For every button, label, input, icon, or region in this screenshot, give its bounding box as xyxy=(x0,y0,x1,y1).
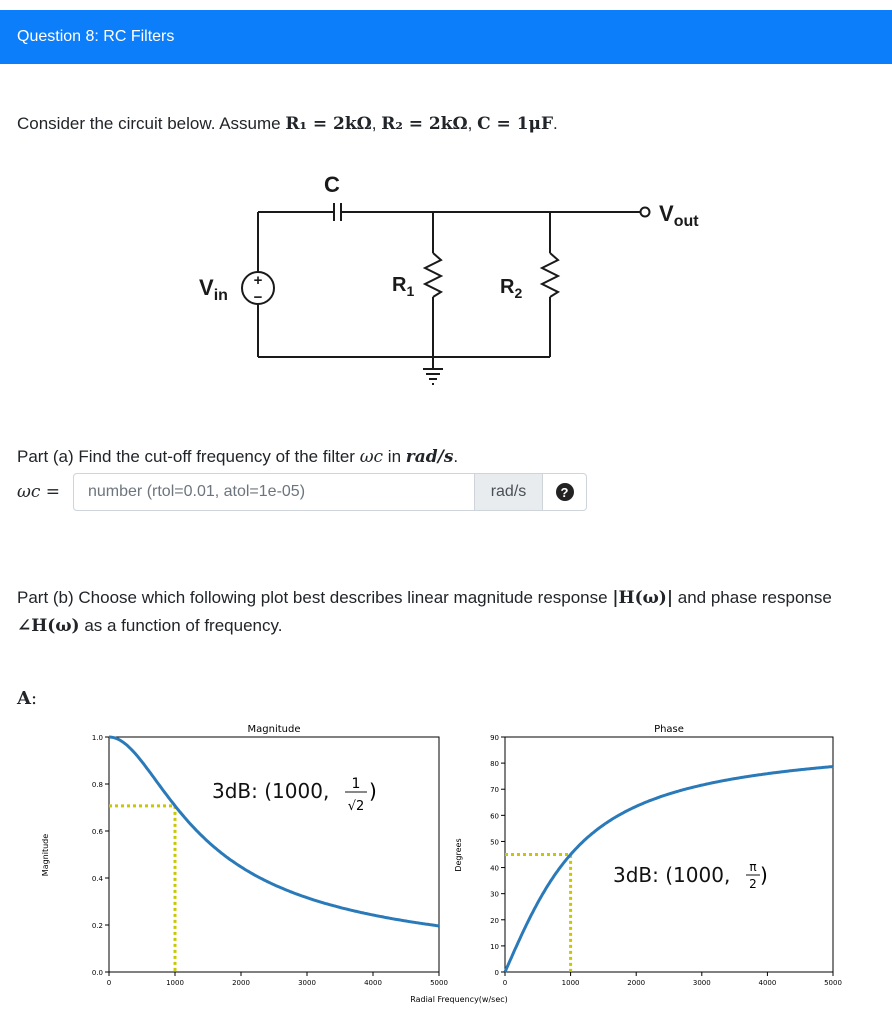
phase-xtick-label: 0 xyxy=(502,979,508,987)
phase-ytick-label: 60 xyxy=(490,812,499,821)
option-a-label[interactable]: A: xyxy=(17,688,38,709)
phase-ytick-label: 70 xyxy=(490,786,499,795)
phase-ylabel: Degrees xyxy=(454,838,463,872)
phase-ytick-label: 80 xyxy=(490,760,499,769)
magnitude-curve xyxy=(109,737,439,926)
mag-annot-den: √2 xyxy=(347,799,365,814)
phase-xtick-label: 2000 xyxy=(627,979,646,987)
r2-label: $R_2$ xyxy=(500,276,523,301)
vin-label: $V_{in}$ xyxy=(199,275,228,304)
magnitude-ytick-label: 0.8 xyxy=(91,781,103,789)
minus-icon: − xyxy=(253,289,263,306)
magnitude-ytick-label: 0.6 xyxy=(91,828,103,836)
magnitude-ylabel: Magnitude xyxy=(41,833,50,877)
phase-xtick-label: 1000 xyxy=(561,979,580,987)
magnitude-ytick-label: 0.2 xyxy=(91,922,103,930)
phase-xtick-label: 3000 xyxy=(692,979,711,987)
magnitude-xtick-label: 1000 xyxy=(166,979,184,987)
answer-label: ωc = xyxy=(17,482,61,502)
part-a-text: Part (a) Find the cut-off frequency of the filter ωc in rad/s. xyxy=(17,447,459,467)
phase-annot-num: π xyxy=(749,860,757,874)
question-title: Question 8: RC Filters xyxy=(17,28,175,45)
phase-ytick-label: 40 xyxy=(490,864,499,873)
magnitude-xtick-label: 0 xyxy=(106,979,112,987)
question-header xyxy=(0,10,892,64)
phase-ytick-label: 20 xyxy=(490,916,499,925)
mag-annot-num: 1 xyxy=(351,776,361,792)
magnitude-3db-marker xyxy=(109,806,175,972)
phase-annot-den: 2 xyxy=(749,877,757,891)
r1-label: $R_1$ xyxy=(392,274,415,299)
phase-annotation: 3dB: (1000, xyxy=(613,863,731,887)
cutoff-frequency-input[interactable]: number (rtol=0.01, atol=1e-05) xyxy=(73,473,475,511)
mag-annot-close: ) xyxy=(369,779,377,803)
phase-ytick-label: 10 xyxy=(490,942,499,951)
magnitude-xtick-label: 3000 xyxy=(298,979,316,987)
magnitude-title: Magnitude xyxy=(247,724,301,735)
x-axis-label: Radial Frequency(w/sec) xyxy=(410,995,508,1004)
plots-figure xyxy=(0,715,892,1015)
phase-xtick-label: 5000 xyxy=(824,979,842,987)
magnitude-xtick-label: 5000 xyxy=(430,979,448,987)
phase-ytick-label: 30 xyxy=(490,890,499,899)
magnitude-axes xyxy=(109,737,439,972)
magnitude-ytick-label: 1.0 xyxy=(91,734,103,742)
phase-xtick-label: 4000 xyxy=(758,979,777,987)
magnitude-xtick-label: 4000 xyxy=(364,979,382,987)
plus-icon: + xyxy=(253,272,263,289)
vout-label: $V_{out}$ xyxy=(659,201,699,230)
part-b-text: Part (b) Choose which following plot best describes linear magnitude response |H(ω)| and phase response ∠H(ω) as a function of frequency. xyxy=(17,588,832,636)
magnitude-annotation: 3dB: (1000, xyxy=(212,779,330,803)
r1-value: R₁ = 2kΩ xyxy=(285,114,372,134)
unit-label: rad/s xyxy=(475,473,543,511)
c-value: C = 1μF xyxy=(477,114,554,134)
help-icon: ? xyxy=(556,483,574,501)
r2-value: R₂ = 2kΩ xyxy=(381,114,468,134)
phase-ytick-label: 50 xyxy=(490,838,499,847)
magnitude-xtick-label: 2000 xyxy=(232,979,250,987)
question-text: Consider the circuit below. Assume R₁ = 2kΩ, R₂ = 2kΩ, C = 1μF. xyxy=(17,114,558,134)
phase-title: Phase xyxy=(654,724,684,735)
answer-row xyxy=(17,472,587,512)
phase-ytick-label: 0 xyxy=(494,969,499,977)
circuit-diagram xyxy=(190,165,720,395)
cap-label: C xyxy=(324,172,340,197)
phase-annot-close: ) xyxy=(760,863,768,887)
magnitude-ytick-label: 0.0 xyxy=(91,969,103,977)
phase-ytick-label: 90 xyxy=(490,734,499,742)
phase-3db-marker xyxy=(505,855,571,973)
help-button[interactable] xyxy=(543,473,587,511)
magnitude-ytick-label: 0.4 xyxy=(91,875,103,883)
